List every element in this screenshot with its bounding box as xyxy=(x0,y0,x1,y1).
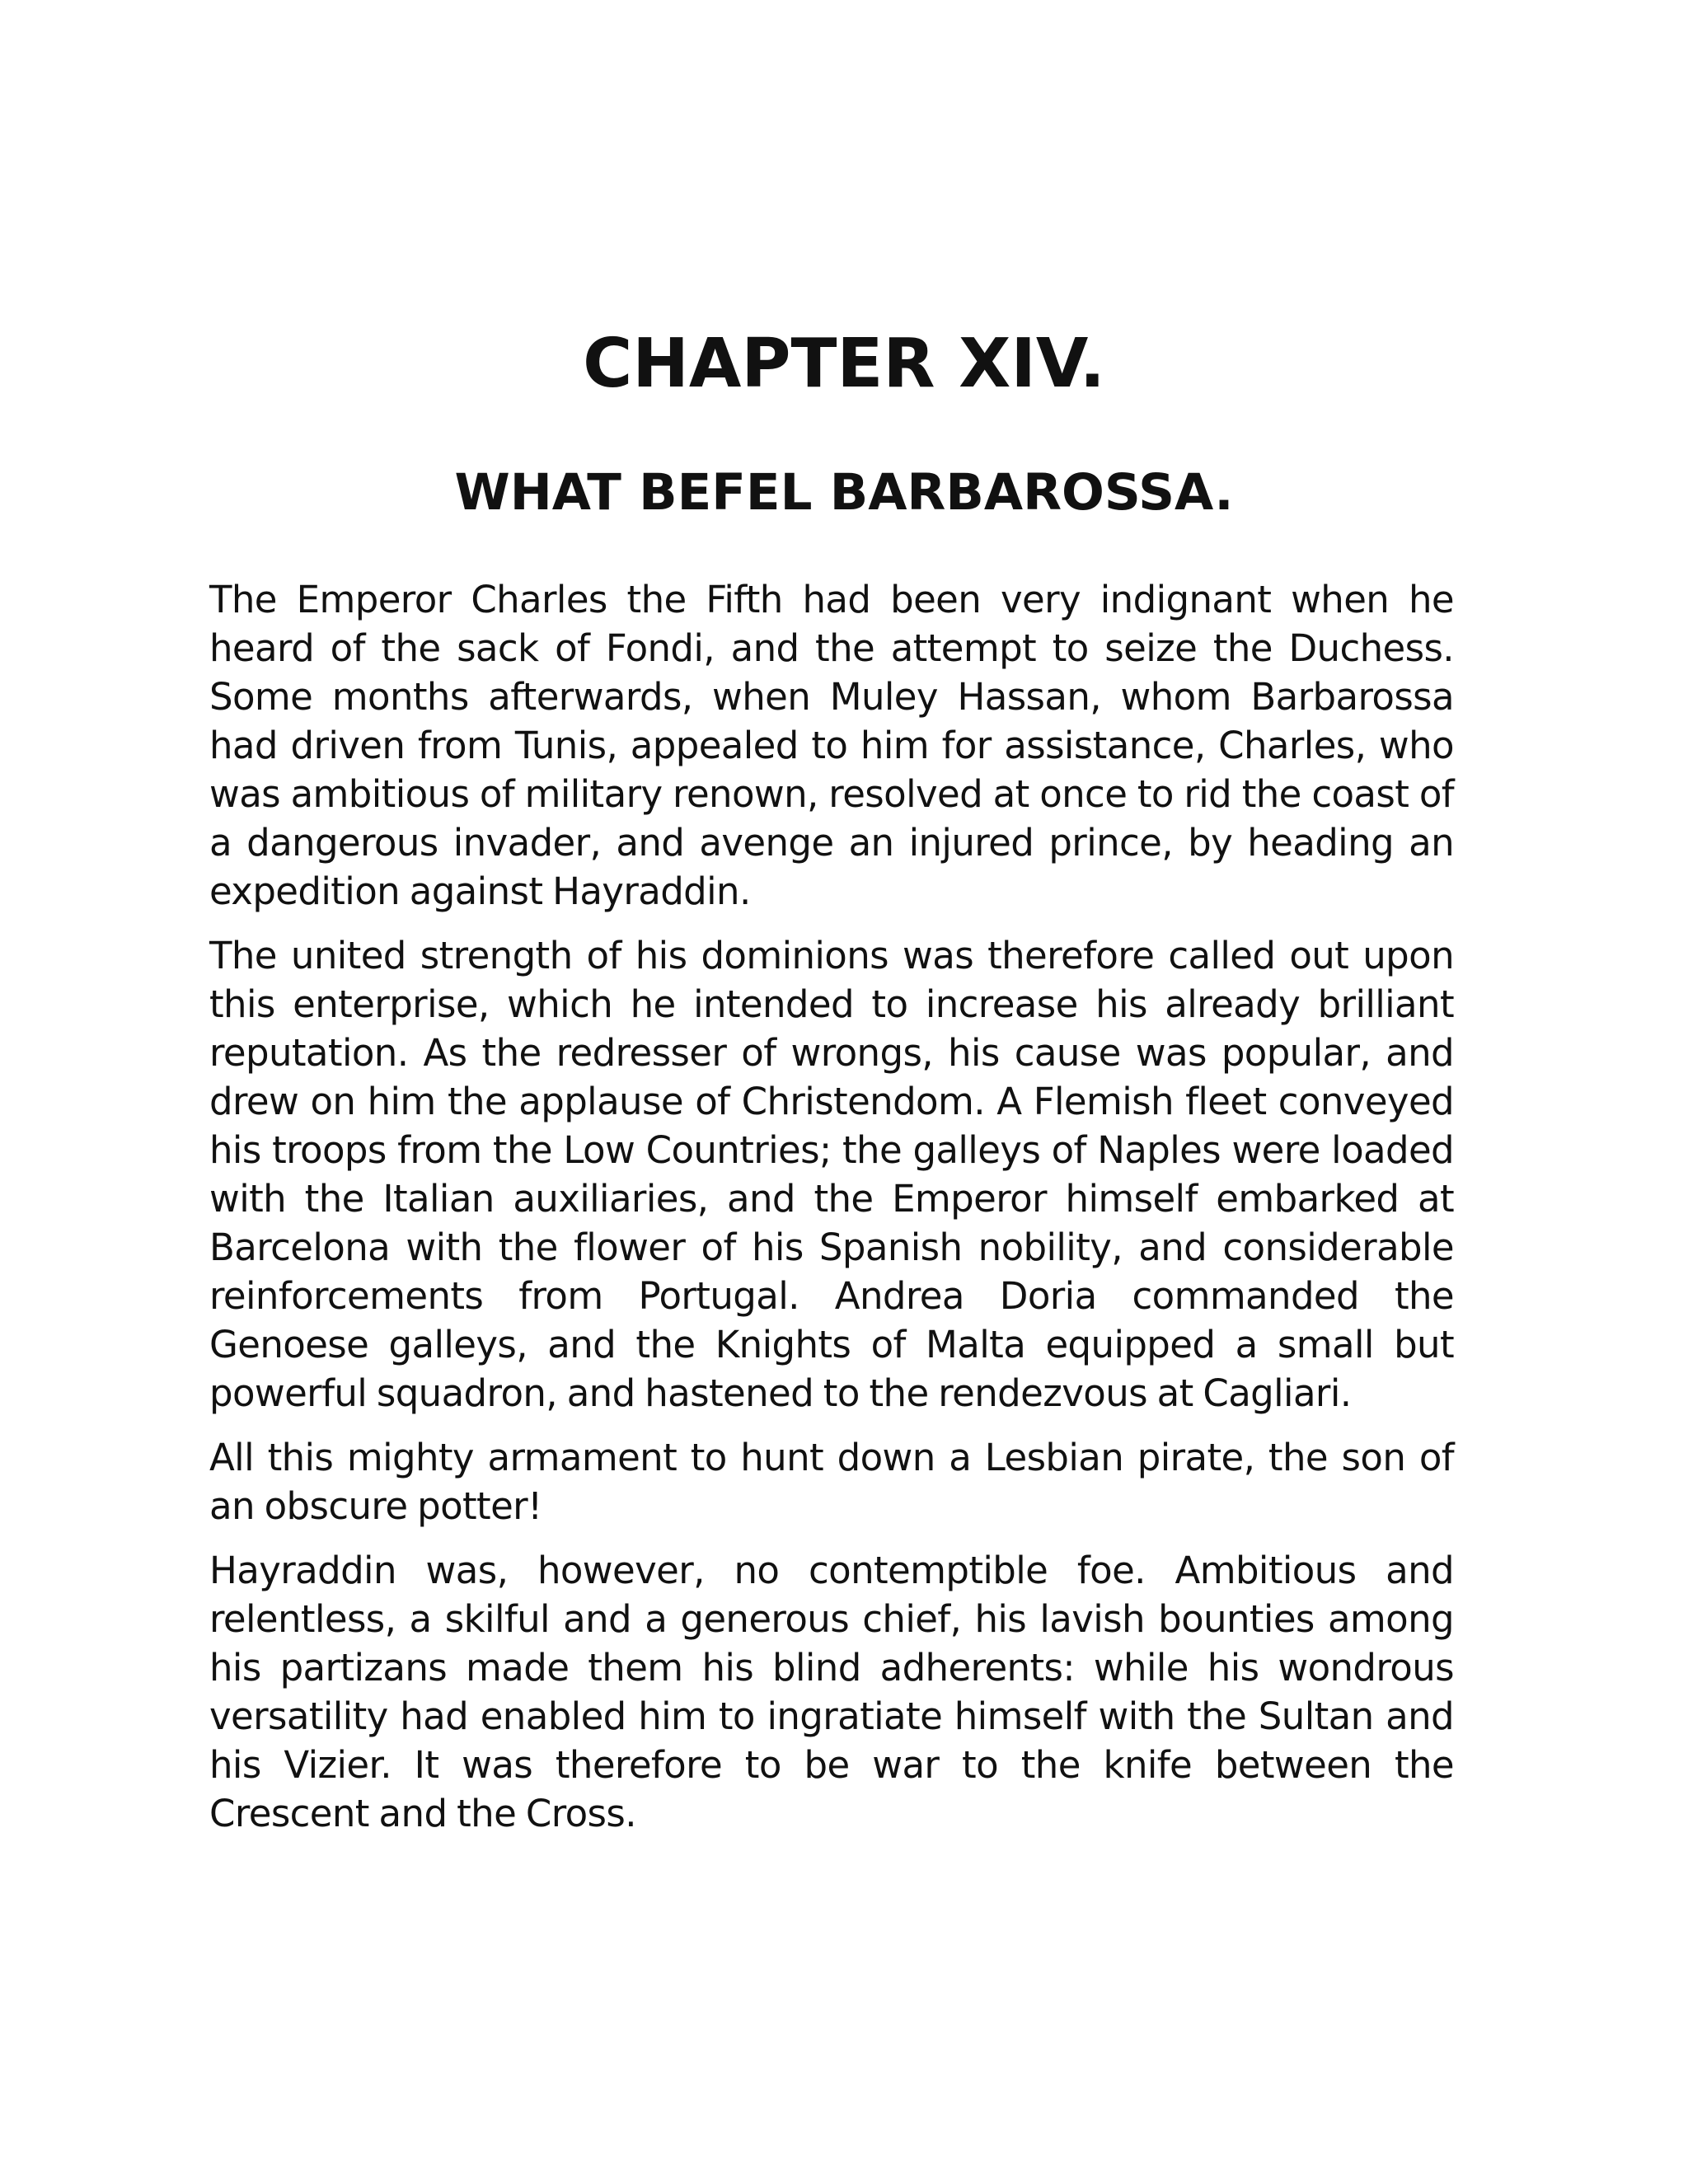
chapter-title: CHAPTER XIV. xyxy=(583,325,1105,403)
paragraph: Hayraddin was, however, no contemptible foe. Ambitious and relentless, a skilful and a generous chief, his lavish bounties among his partizans made them his blind adherents: while his wondrous versatility had enabled him to ingratiate himself with the Sultan and his Vizier. It was therefore to be war to the knife between the Crescent and the Cross. xyxy=(209,1549,1454,1835)
paragraph: The Emperor Charles the Fifth had been very indignant when he heard of the sack of Fondi, and the attempt to seize the Duchess. Some months afterwards, when Muley Hassan, whom Barbarossa had driven from Tunis, appealed to him for assistance, Charles, who was ambitious of military renown, resolved at once to rid the coast of a dangerous invader, and avenge an injured prince, by heading an expedition against Hayraddin. xyxy=(209,578,1454,913)
paragraph: The united strength of his dominions was therefore called out upon this enterprise, which he intended to increase his already brilliant reputation. As the redresser of wrongs, his cause was popular, and drew on him the applause of Christendom. A Flemish fleet conveyed his troops from the Low Countries; the galleys of Naples were loaded with the Italian auxiliaries, and the Emperor himself embarked at Barcelona with the flower of his Spanish nobility, and considerable reinforcements from Portugal. Andrea Doria commanded the Genoese galleys, and the Knights of Malta equipped a small but powerful squadron, and hastened to the rendezvous at Cagliari. xyxy=(209,934,1454,1415)
chapter-body xyxy=(209,575,1454,1854)
paragraph: All this mighty armament to hunt down a Lesbian pirate, the son of an obscure potter! xyxy=(209,1436,1454,1528)
chapter-subtitle: WHAT BEFEL BARBAROSSA. xyxy=(454,463,1234,522)
